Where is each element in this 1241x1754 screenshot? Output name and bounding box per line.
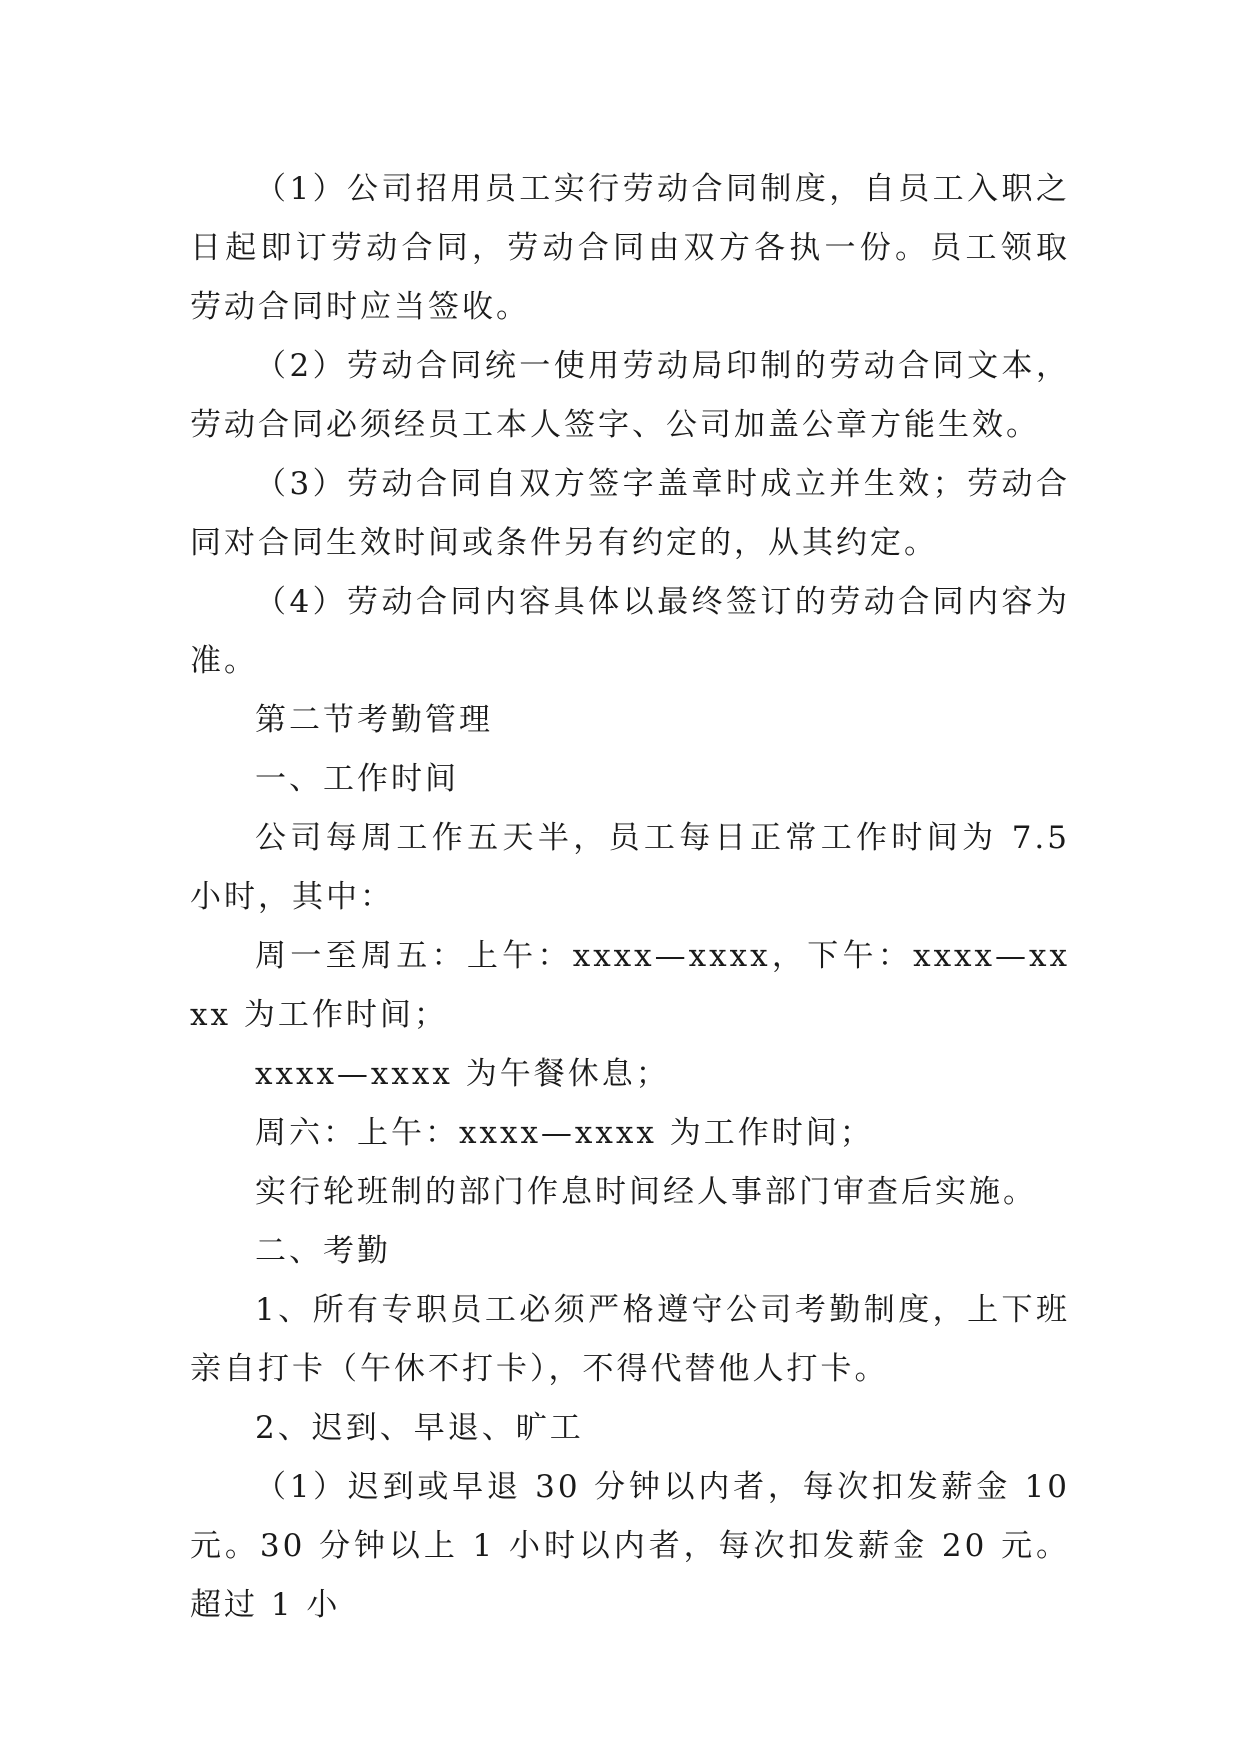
paragraph-contract-4: （4）劳动合同内容具体以最终签订的劳动合同内容为准。 (190, 584, 1070, 679)
paragraph-work-week: 公司每周工作五天半，员工每日正常工作时间为 7.5 小时，其中： (190, 820, 1070, 915)
subheading-attendance: 二、考勤 (255, 1233, 391, 1269)
subheading-work-hours: 一、工作时间 (255, 761, 459, 797)
section-heading-attendance: 第二节考勤管理 (255, 702, 493, 738)
paragraph-contract-1: （1）公司招用员工实行劳动合同制度，自员工入职之日起即订劳动合同，劳动合同由双方各执一份。员工领取劳动合同时应当签收。 (190, 171, 1070, 325)
paragraph-shift-schedule: 实行轮班制的部门作息时间经人事部门审查后实施。 (255, 1174, 1037, 1210)
document-body (190, 160, 1070, 1635)
paragraph-clock-in-rule: 1、所有专职员工必须严格遵守公司考勤制度，上下班亲自打卡（午休不打卡），不得代替他人打卡。 (190, 1292, 1070, 1387)
paragraph-late-penalty: （1）迟到或早退 30 分钟以内者，每次扣发薪金 10 元。30 分钟以上 1 小时以内者，每次扣发薪金 20 元。超过 1 小 (190, 1469, 1070, 1623)
paragraph-contract-3: （3）劳动合同自双方签字盖章时成立并生效；劳动合同对合同生效时间或条件另有约定的，从其约定。 (190, 466, 1070, 561)
paragraph-saturday-hours: 周六：上午：xxxx—xxxx 为工作时间； (255, 1115, 874, 1151)
subheading-late-absence: 2、迟到、早退、旷工 (255, 1410, 584, 1446)
paragraph-contract-2: （2）劳动合同统一使用劳动局印制的劳动合同文本，劳动合同必须经员工本人签字、公司加盖公章方能生效。 (190, 348, 1070, 443)
paragraph-weekday-hours: 周一至周五：上午：xxxx—xxxx，下午：xxxx—xxxx 为工作时间； (190, 938, 1070, 1033)
paragraph-lunch-break: xxxx—xxxx 为午餐休息； (255, 1056, 670, 1092)
